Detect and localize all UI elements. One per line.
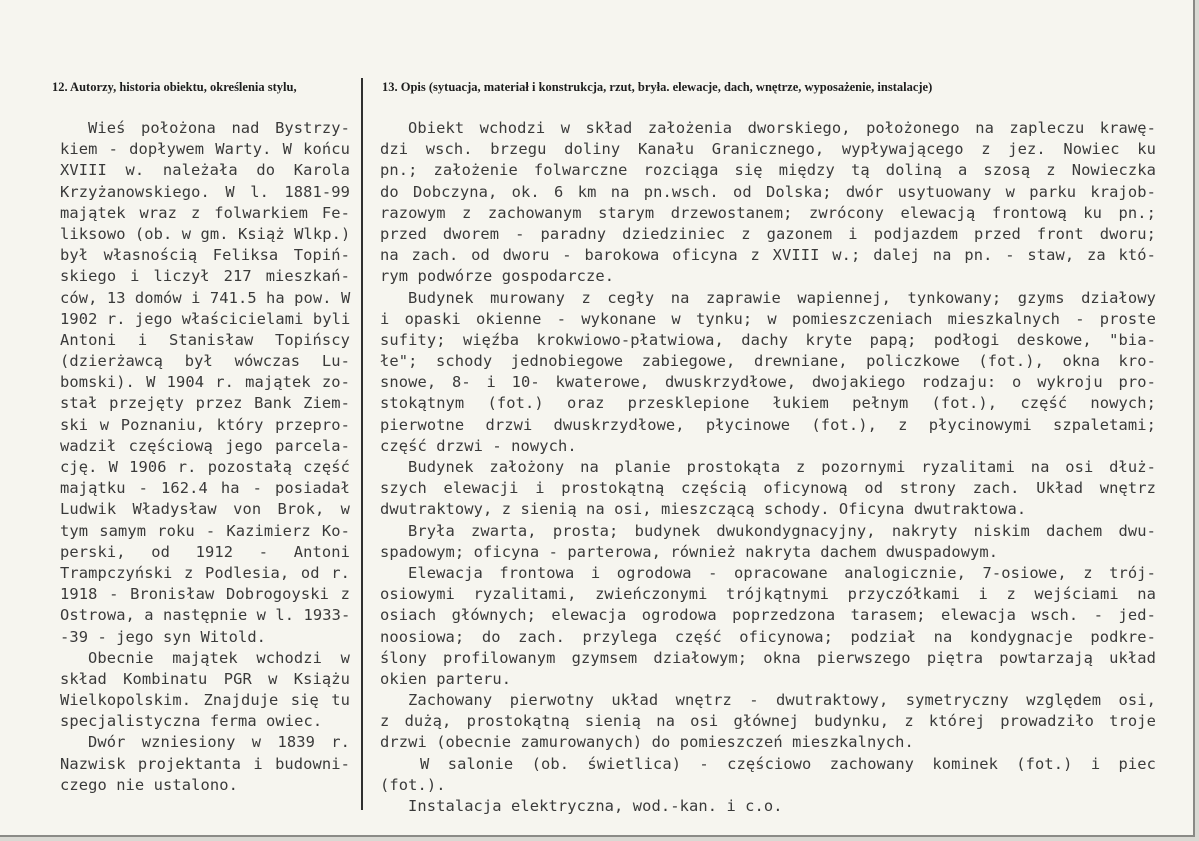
column-divider (361, 78, 363, 810)
text-line: część drzwi - nowych. (380, 436, 577, 455)
text-line: okien parteru. (380, 669, 512, 688)
text-line: Trampczyński z Podlesia, od r. (60, 563, 350, 582)
text-line: Obecnie majątek wchodzi w (88, 648, 350, 667)
text-line: szych elewacji i prostokątną częścią oficynową od strony zach. Układ wnętrz (380, 479, 1156, 498)
text-line: 1918 - Bronisław Dobrogoyski z (60, 585, 350, 604)
text-line: liksowo (ob. w gm. Książ Wlkp.) (60, 224, 351, 243)
text-line: rym podwórze gospodarcze. (380, 267, 615, 286)
text-line: przed dworem - paradny dziedziniec z gazonem i podjazdem przed front dworu; (380, 224, 1156, 243)
text-line: Nazwisk projektanta i budowni- (60, 754, 350, 773)
text-line: XVIII w. należała do Karola (60, 161, 350, 180)
text-line: stał przejęty przez Bank Ziem- (60, 394, 350, 413)
text-line: Zachowany pierwotny układ wnętrz - dwutraktowy, symetryczny względem osi, (408, 691, 1156, 710)
description-text-column (380, 118, 1156, 817)
text-line: i opaski okienne - wykonane w tynku; w pomieszczeniach mieszkalnych - proste (380, 309, 1156, 328)
text-line: Antoni i Stanisław Topińscy (60, 330, 350, 349)
text-line: Instalacja elektryczna, wod.-kan. i c.o. (408, 797, 783, 815)
text-line: kiem - dopływem Warty. W końcu (60, 140, 350, 159)
text-line: dwutraktowy, z sienią na osi, mieszczącą schody. Oficyna dwutraktowa. (380, 500, 1027, 519)
text-line: drzwi (obecnie zamurowanych) do pomieszczeń mieszkalnych. (380, 733, 914, 752)
text-line: Bryła zwarta, prosta; budynek dwukondygnacyjny, nakryty niskim dachem dwu- (408, 521, 1156, 540)
text-line: łe"; schody jednobiegowe zabiegowe, drewniane, policzkowe (fot.), okna kro- (380, 352, 1156, 371)
text-line: majątku - 162.4 ha - posiadał (60, 479, 350, 498)
text-line: ślony profilowanym gzymsem działowym; okna pierwszego piętra powtarzają układ (380, 648, 1156, 667)
text-line: Wielkopolskim. Znajduje się tu (60, 691, 350, 710)
text-line: ców, 13 domów i 741.5 ha pow. W (60, 288, 351, 307)
text-line: cję. W 1906 r. pozostałą część (60, 458, 350, 476)
text-line: bomski). W 1904 r. majątek zo- (60, 373, 350, 392)
text-line: Ludwik Władysław von Brok, w (60, 500, 350, 519)
text-line: był własnością Feliksa Topiń- (60, 246, 350, 265)
text-line: sufity; więźba krokwiowo-płatwiowa, dachy kryte papą; podłogi deskowe, "bia- (380, 330, 1156, 349)
text-line: Krzyżanowskiego. W l. 1881-99 (60, 182, 350, 201)
text-line: Ostrowa, a następnie w l. 1933- (60, 606, 351, 625)
text-line: wadził częściową jego parcela- (60, 436, 350, 455)
text-line: Obiekt wchodzi w skład założenia dworskiego, położonego na zapleczu krawę- (408, 119, 1156, 137)
text-line: 1902 r. jego właścicielami byli (60, 309, 351, 328)
text-line: Budynek założony na planie prostokąta z pozornymi ryzalitami na osi dłuż- (408, 458, 1156, 476)
text-line: ski w Poznaniu, który przepro- (60, 415, 350, 434)
text-line: noosiowa; do zach. przylega część oficynowa; podział na kondygnacje podkre- (380, 627, 1156, 646)
text-line: Budynek murowany z cegły na zaprawie wapiennej, tynkowany; gzyms działowy (408, 288, 1156, 307)
text-line: (dzierżawcą był wówczas Lu- (60, 352, 350, 371)
text-line: specjalistyczna ferma owiec. (60, 712, 323, 731)
text-line: Elewacja frontowa i ogrodowa - opracowane analogicznie, 7-osiowe, z trój- (408, 563, 1156, 582)
text-line: pierwotne drzwi dwuskrzydłowe, płycinowe (fot.), z płycinowymi szpaletami; (380, 415, 1156, 434)
text-line: -39 - jego syn Witold. (60, 627, 267, 646)
text-line: perski, od 1912 - Antoni (60, 542, 350, 561)
text-line: (fot.). (380, 775, 446, 794)
text-line: snowe, 8- i 10- kwaterowe, dwuskrzydłowe, dwojakiego rodzaju: o wykroju pro- (380, 373, 1156, 392)
text-line: pn.; założenie folwarczne rozciąga się między tą doliną a szosą z Nowieczka (380, 161, 1156, 180)
text-line: Dwór wzniesiony w 1839 r. (88, 733, 350, 752)
text-line: stokątnym (fot.) oraz przesklepione łukiem pełnym (fot.), część nowych; (380, 394, 1156, 413)
section-12-heading: 12. Autorzy, historia obiektu, określenia stylu, (52, 80, 297, 94)
text-line: skład Kombinatu PGR w Książu (60, 669, 350, 688)
history-text-column (60, 118, 350, 796)
text-line: z dużą, prostokątną sienią na osi głównej budynku, z której prowadziło troje (380, 712, 1156, 731)
text-line: spadowym; oficyna - parterowa, również nakryta dachem dwuspadowym. (380, 542, 999, 561)
text-line: tym samym roku - Kazimierz Ko- (60, 521, 350, 540)
text-line: skiego i liczył 217 mieszkań- (60, 267, 350, 286)
section-13-heading: 13. Opis (sytuacja, materiał i konstrukcja, rzut, bryła. elewacje, dach, wnętrze, wyposażenie, instalacje) (382, 80, 933, 94)
text-line: do Dobczyna, ok. 6 km na pn.wsch. od Dolska; dwór usytuowany w parku krajob- (380, 182, 1156, 201)
text-line: razowym z zachowanym starym drzewostanem; zwrócony elewacją frontową ku pn.; (380, 203, 1156, 222)
text-line: Wieś położona nad Bystrzy- (88, 119, 350, 137)
text-line: na zach. od dworu - barokowa oficyna z XVIII w.; dalej na pn. - staw, za któ- (380, 246, 1156, 265)
text-line: W salonie (ob. świetlica) - częściowo zachowany kominek (fot.) i piec (420, 754, 1156, 773)
text-line: majątek wraz z folwarkiem Fe- (60, 203, 350, 222)
text-line: osiowymi ryzalitami, zwieńczonymi trójkątnymi przyczółkami i z wejściami na (380, 585, 1156, 604)
text-line: dzi wsch. brzegu doliny Kanału Granicznego, wypływającego z jez. Nowiec ku (380, 140, 1156, 159)
text-line: osiach głównych; elewacja ogrodowa poprzedzona tarasem; elewacja wsch. - jed- (380, 606, 1156, 625)
text-line: czego nie ustalono. (60, 775, 238, 794)
